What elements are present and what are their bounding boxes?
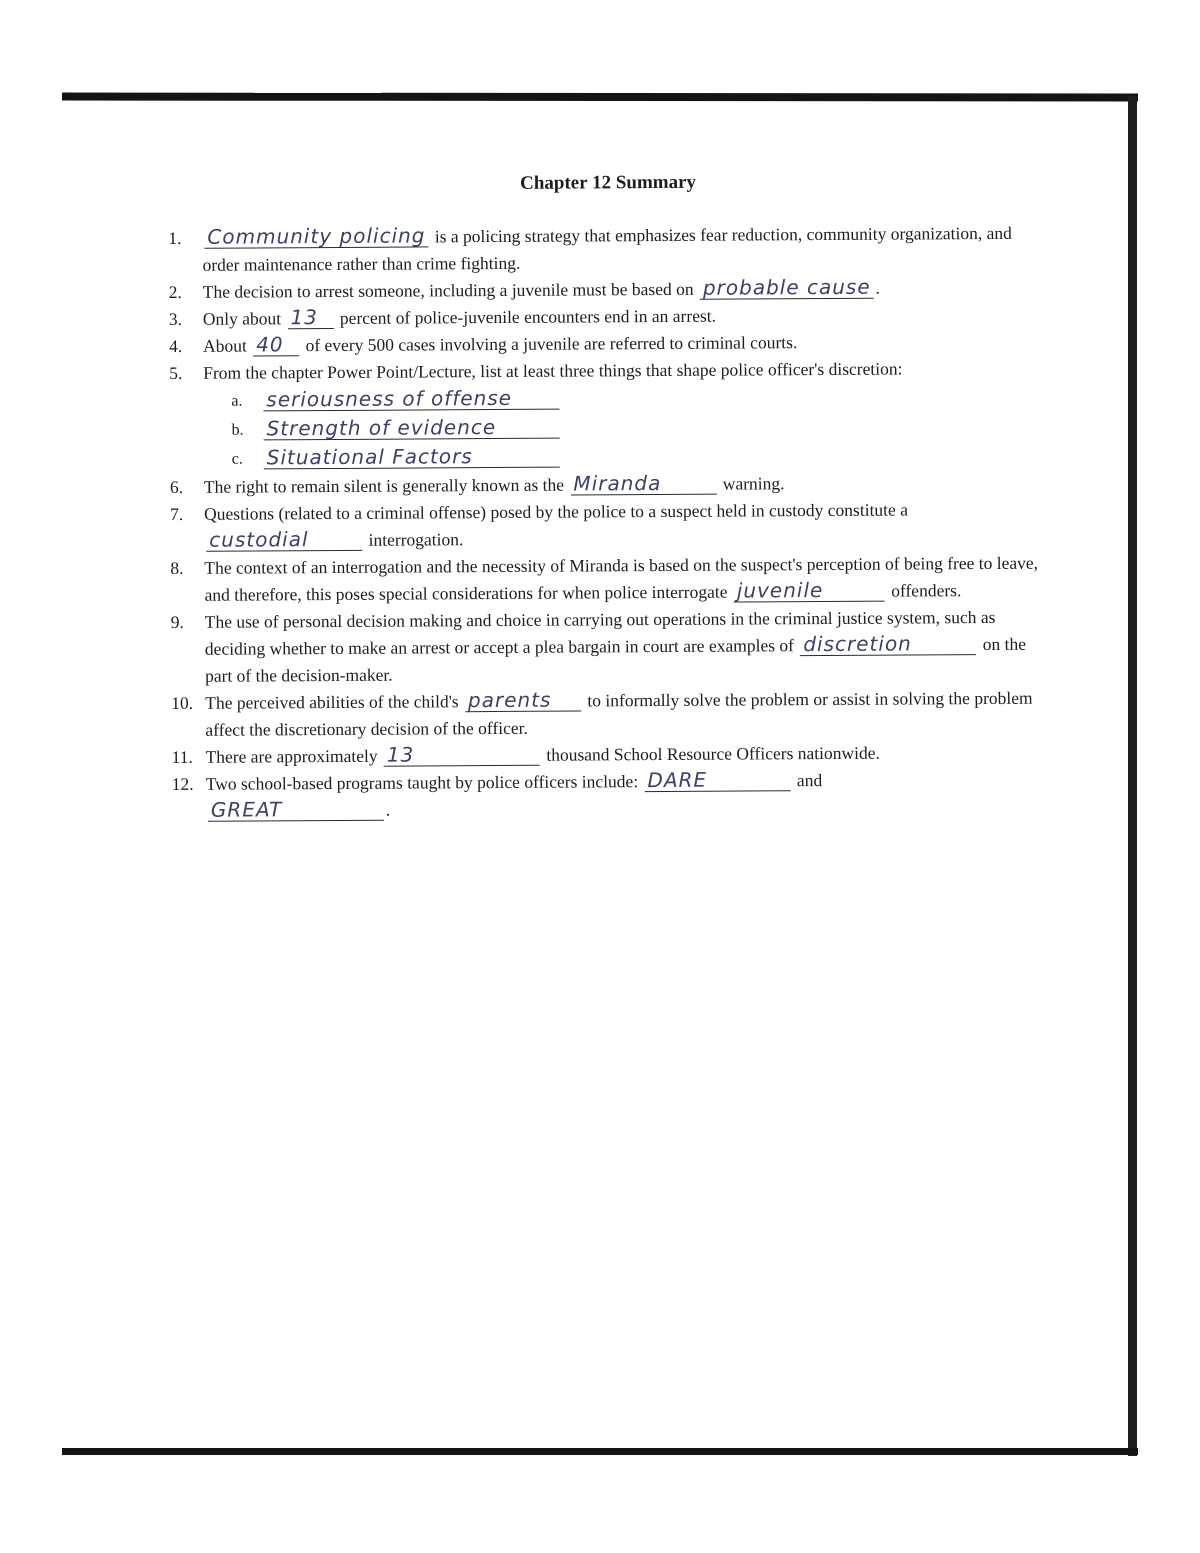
item-letter: b. xyxy=(231,421,244,439)
question-number: 5. xyxy=(169,362,183,383)
scan-edge-top xyxy=(62,93,1138,102)
answer-5c[interactable]: Situational Factors xyxy=(264,445,560,470)
question-text: to informally solve the problem or assist in solving the problem affect the discretionary decision of the officer. xyxy=(205,687,1033,740)
question-number: 3. xyxy=(168,308,183,329)
question-text: offenders. xyxy=(891,580,962,601)
question-10 xyxy=(171,685,1051,744)
question-text: thousand School Resource Officers nationwide. xyxy=(546,742,880,765)
question-9 xyxy=(171,604,1051,690)
question-text: a xyxy=(900,499,909,520)
answer-12b[interactable]: GREAT xyxy=(208,798,384,822)
question-number: 4. xyxy=(168,335,183,356)
question-number: 10. xyxy=(171,692,194,713)
question-12 xyxy=(172,766,1052,825)
question-text: From the chapter Power Point/Lecture, list at least three things that shape police officer's discretion: xyxy=(203,358,903,383)
scan-edge-bottom xyxy=(62,1448,1138,1455)
answer-1[interactable]: Community policing xyxy=(204,224,428,248)
question-text: The right to remain silent is generally known as the xyxy=(203,474,565,497)
question-number: 2. xyxy=(168,281,182,302)
question-text: interrogation. xyxy=(368,529,464,550)
answer-8[interactable]: juvenile xyxy=(734,579,885,603)
item-letter: c. xyxy=(231,450,243,468)
question-number: 1. xyxy=(168,227,182,248)
question-text: The perceived abilities of the child's xyxy=(205,691,459,713)
worksheet xyxy=(168,170,1052,825)
question-text: About xyxy=(202,335,247,356)
answer-2[interactable]: probable cause xyxy=(700,276,874,300)
question-text: of xyxy=(779,635,795,656)
question-text: Two school-based programs taught by police officers include: xyxy=(205,771,639,794)
answer-3[interactable]: 13 xyxy=(287,306,333,329)
question-end: . xyxy=(875,277,881,298)
question-text: percent of police-juvenile encounters end in an arrest. xyxy=(339,305,717,328)
question-text: of every 500 cases involving a juvenile are referred to criminal courts. xyxy=(305,332,798,356)
question-text: is a policing strategy that emphasizes fear reduction, community organization, and order maintenance rather than crime fighting. xyxy=(202,222,1012,275)
page-title: Chapter 12 Summary xyxy=(520,171,697,194)
answer-4[interactable]: 40 xyxy=(253,333,299,356)
question-7 xyxy=(170,496,1050,555)
question-number: 12. xyxy=(171,773,194,794)
question-number: 7. xyxy=(170,503,184,524)
answer-10[interactable]: parents xyxy=(465,688,581,712)
answer-12a[interactable]: DARE xyxy=(644,768,790,792)
question-end: . xyxy=(385,799,391,820)
question-8 xyxy=(170,550,1050,609)
question-text: Only about xyxy=(202,308,282,329)
answer-7[interactable]: custodial xyxy=(206,528,362,552)
answer-6[interactable]: Miranda xyxy=(570,472,716,496)
question-number: 11. xyxy=(171,746,193,767)
question-text: There are approximately xyxy=(205,745,378,767)
question-text: Questions (related to a criminal offense) posed by the police to a suspect held in custody constitute xyxy=(204,499,896,524)
answer-5a[interactable]: seriousness of offense xyxy=(263,387,559,412)
item-letter: a. xyxy=(231,392,243,410)
answer-11[interactable]: 13 xyxy=(384,743,540,767)
question-text: on the part of the decision-maker. xyxy=(204,633,1027,686)
question-text: and xyxy=(796,770,823,791)
answer-9[interactable]: discretion xyxy=(800,632,976,656)
question-number: 8. xyxy=(170,557,184,578)
question-1 xyxy=(168,220,1048,279)
scan-edge-right xyxy=(1128,96,1137,1456)
question-number: 9. xyxy=(170,611,184,632)
answer-5b[interactable]: Strength of evidence xyxy=(263,416,559,441)
question-number: 6. xyxy=(169,476,184,497)
question-text: The context of an interrogation and the necessity of Miranda is based on the suspect's perception of being free to leave, and therefore, this poses special considerations for when police interrogate xyxy=(204,552,1039,605)
question-text: warning. xyxy=(722,473,785,494)
question-text: The use of personal decision making and choice in carrying out operations in the criminal justice system, such as deciding whether to make an arrest or accept a plea bargain in court are examples xyxy=(204,606,996,659)
question-text: The decision to arrest someone, including a juvenile must be based on xyxy=(202,278,694,302)
